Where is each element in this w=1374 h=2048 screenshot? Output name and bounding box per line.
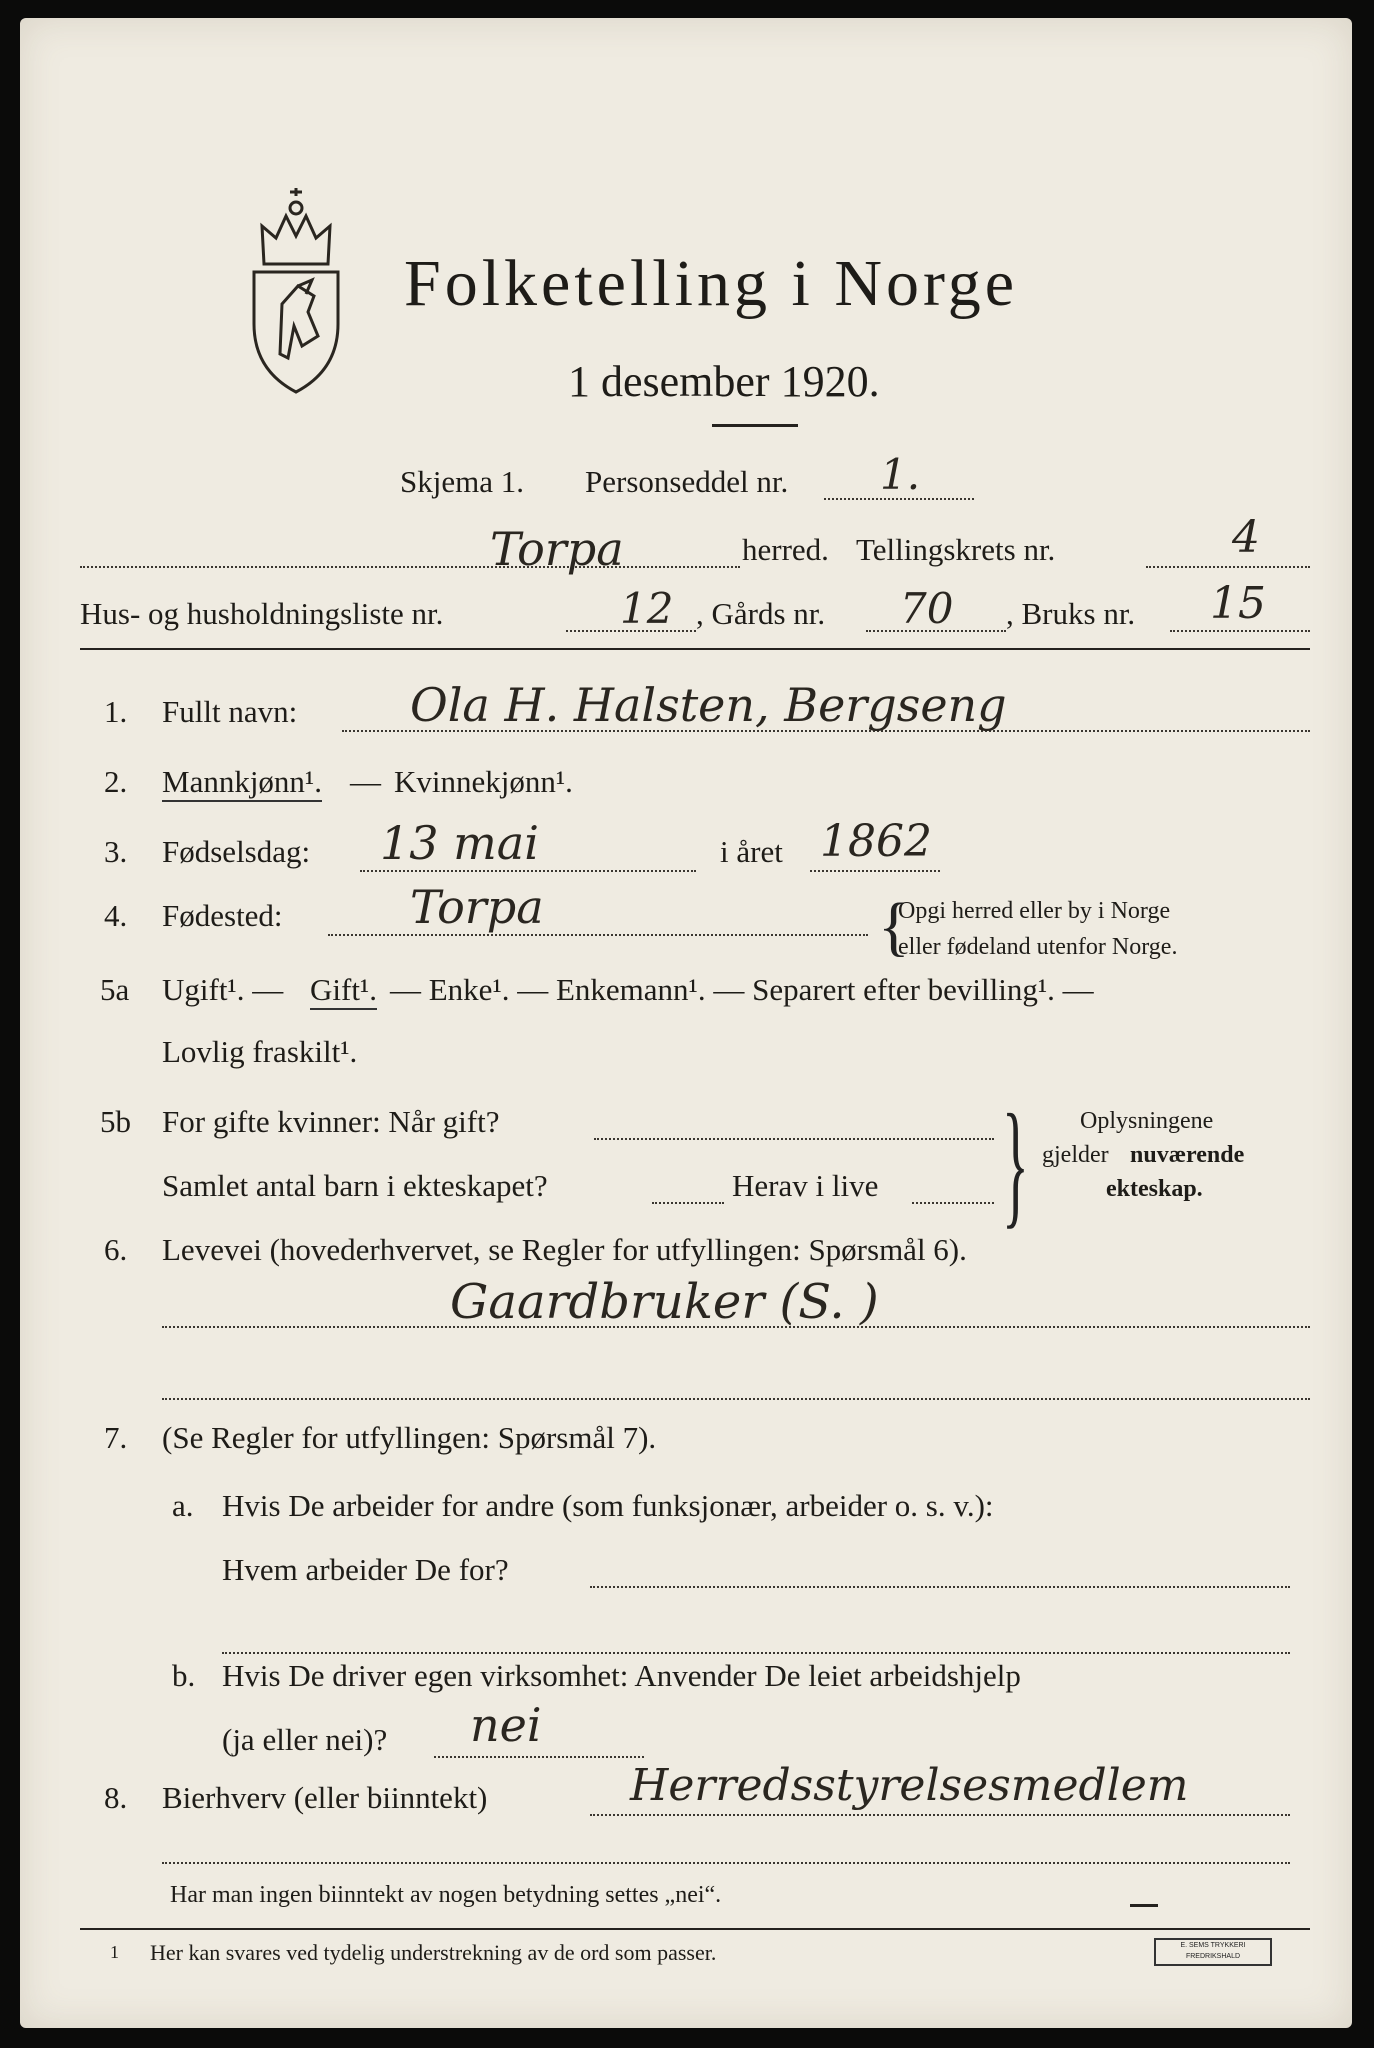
- bruks-value: 15: [1210, 578, 1266, 629]
- q3-number: 3.: [104, 834, 128, 869]
- tellingskrets-value: 4: [1232, 512, 1260, 563]
- q4-note-1: Opgi herred eller by i Norge: [898, 898, 1171, 924]
- personseddel-value: 1.: [880, 450, 921, 499]
- q5a-gift: Gift¹.: [310, 972, 377, 1010]
- printer-stamp: [1154, 1938, 1272, 1966]
- personseddel-label: Personseddel nr.: [585, 464, 789, 499]
- q7a-line3-dots: [222, 1652, 1290, 1654]
- q4-note-2: eller fødeland utenfor Norge.: [898, 934, 1178, 960]
- q5a-number: 5a: [100, 972, 130, 1007]
- hus-label: Hus- og husholdningsliste nr.: [80, 596, 444, 631]
- q6-number: 6.: [104, 1232, 128, 1267]
- q1-value: Ola H. Halsten, Bergseng: [410, 678, 1007, 732]
- q7a-line1: Hvis De arbeider for andre (som funksjonær, arbeider o. s. v.):: [222, 1488, 994, 1523]
- title-divider: [712, 424, 798, 427]
- q4-label: Fødested:: [162, 898, 283, 933]
- note-dash: [1130, 1904, 1158, 1907]
- q7b-line1: Hvis De driver egen virksomhet: Anvender De leiet arbeidshjelp: [222, 1658, 1021, 1693]
- q3-line: [360, 870, 696, 872]
- q2-number: 2.: [104, 764, 128, 799]
- q2-male: Mannkjønn¹.: [162, 764, 322, 802]
- q7b-value: nei: [470, 1698, 542, 1752]
- q2-separator: —: [350, 764, 381, 799]
- note-nei: Har man ingen biinntekt av nogen betydning settes „nei“.: [170, 1882, 722, 1908]
- q3-value: 13 mai: [380, 816, 539, 870]
- q4-line: [328, 934, 868, 936]
- footnote-divider: [80, 1928, 1310, 1930]
- q5b-line2-dots-a: [652, 1202, 724, 1204]
- census-form-page: [20, 18, 1352, 2028]
- q8-value: Herredsstyrelsesmedlem: [630, 1760, 1189, 1811]
- herred-line: [80, 566, 740, 568]
- q7b-letter: b.: [172, 1658, 196, 1693]
- q5b-note-3: ekteskap.: [1106, 1176, 1203, 1202]
- q5b-line2-dots-b: [912, 1202, 994, 1204]
- q3-year-value: 1862: [820, 816, 932, 867]
- q5b-note-2: gjelder: [1042, 1142, 1109, 1168]
- q6-line-2: [162, 1398, 1310, 1400]
- q4-value: Torpa: [410, 880, 544, 934]
- q1-number: 1.: [104, 694, 128, 729]
- q1-label: Fullt navn:: [162, 694, 298, 729]
- census-date: 1 desember 1920.: [568, 357, 880, 406]
- tellingskrets-line: [1146, 566, 1310, 568]
- herred-value: Torpa: [490, 522, 624, 576]
- q5b-brace: }: [1002, 1086, 1029, 1241]
- header-divider: [80, 648, 1310, 650]
- q5a-fraskilt: Lovlig fraskilt¹.: [162, 1034, 358, 1069]
- bruks-label: , Bruks nr.: [1006, 596, 1136, 631]
- q2-female: Kvinnekjønn¹.: [394, 764, 573, 799]
- q6-value: Gaardbruker (S. ): [450, 1274, 879, 1330]
- q4-brace: {: [878, 890, 910, 963]
- gaards-value: 70: [900, 584, 954, 633]
- tellingskrets-label: Tellingskrets nr.: [856, 532, 1056, 567]
- printer-stamp-text: E. SEMS TRYKKERI FREDRIKSHALD: [1180, 1942, 1246, 1960]
- q5a-rest: — Enke¹. — Enkemann¹. — Separert efter bevilling¹. —: [390, 972, 1094, 1007]
- form-title: Folketelling i Norge: [404, 247, 1019, 320]
- q8-number: 8.: [104, 1780, 128, 1815]
- q3-label: Fødselsdag:: [162, 834, 311, 869]
- q3-year-line: [810, 870, 940, 872]
- q5a-ugift: Ugift¹. —: [162, 972, 284, 1007]
- q5b-line1: For gifte kvinner: Når gift?: [162, 1104, 500, 1139]
- footnote-text: Her kan svares ved tydelig understrekning av de ord som passer.: [150, 1940, 717, 1965]
- q7b-line2-dots: [434, 1756, 644, 1758]
- q7a-letter: a.: [172, 1488, 194, 1523]
- footnote-number: 1: [110, 1942, 119, 1962]
- norwegian-coat-of-arms-icon: [242, 186, 350, 398]
- q5b-note-2b: nuværende: [1130, 1142, 1245, 1168]
- q7-label: (Se Regler for utfyllingen: Spørsmål 7).: [162, 1420, 657, 1455]
- q7-number: 7.: [104, 1420, 128, 1455]
- q8-label: Bierhverv (eller biinntekt): [162, 1780, 488, 1815]
- q5b-note-1: Oplysningene: [1080, 1108, 1214, 1134]
- q6-label: Levevei (hovederhvervet, se Regler for utfyllingen: Spørsmål 6).: [162, 1232, 967, 1267]
- skjema-label: Skjema 1.: [400, 464, 524, 499]
- herred-label: herred.: [742, 532, 829, 567]
- q5b-line2b: Herav i live: [732, 1168, 879, 1203]
- q7a-line2-dots: [590, 1586, 1290, 1588]
- q5b-line2: Samlet antal barn i ekteskapet?: [162, 1168, 548, 1203]
- q3-year-label: i året: [720, 834, 783, 869]
- q8-line: [590, 1814, 1290, 1816]
- q8-line-2: [162, 1862, 1290, 1864]
- hus-value: 12: [620, 584, 674, 633]
- q7a-line2: Hvem arbeider De for?: [222, 1552, 509, 1587]
- gaards-label: , Gårds nr.: [696, 596, 826, 631]
- q4-number: 4.: [104, 898, 128, 933]
- bruks-line: [1170, 630, 1310, 632]
- q5b-line1-dots: [594, 1138, 994, 1140]
- q7b-line2: (ja eller nei)?: [222, 1722, 388, 1757]
- q5b-number: 5b: [100, 1104, 131, 1139]
